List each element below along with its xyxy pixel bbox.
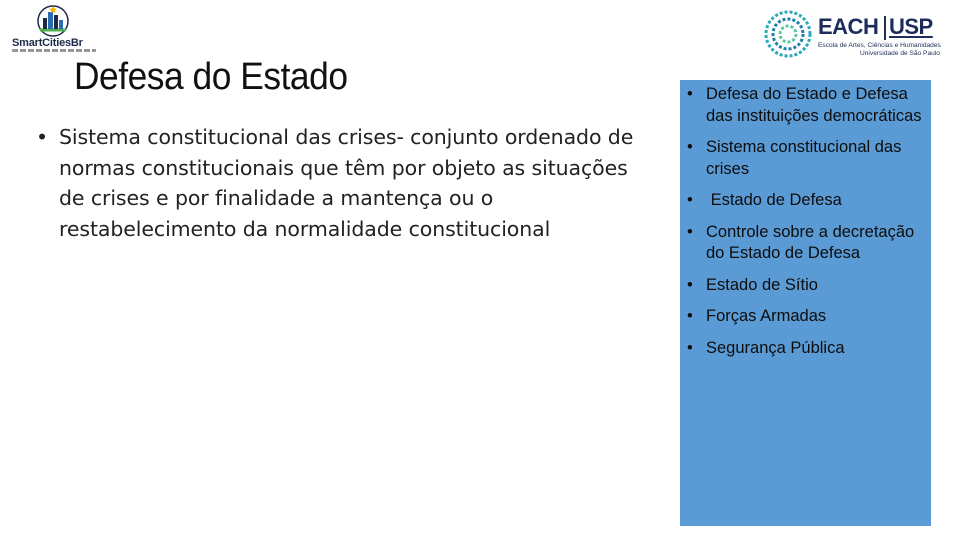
- topic-item: • Defesa do Estado e Defesa das instituições democráticas: [687, 84, 923, 127]
- each-rosette-icon: [762, 8, 814, 60]
- each-subtitle-line1: Escola de Artes, Ciências e Humanidades: [818, 42, 941, 49]
- logo-wordmark: SmartCitiesBr: [12, 37, 83, 49]
- topic-item: • Segurança Pública: [687, 338, 923, 360]
- logo-divider: [884, 16, 886, 40]
- topics-list: [687, 84, 923, 369]
- logo-tagline: [12, 49, 96, 52]
- topic-item: • Forças Armadas: [687, 306, 923, 328]
- usp-label: USP: [889, 14, 933, 39]
- each-usp-logo: [762, 6, 958, 62]
- each-label: EACH: [818, 14, 879, 39]
- main-bullet: • Sistema constitucional das crises- conjunto ordenado de normas constitucionais que têm por objeto as situações de crises e por finalidade a mantença ou o restabelecimento da normalidade constitucional: [36, 122, 636, 244]
- topic-item: • Sistema constitucional das crises: [687, 137, 923, 180]
- smartcitiesbr-logo: [10, 4, 94, 54]
- topics-sidebar: [680, 80, 931, 526]
- smart-city-skyline-icon: [30, 4, 76, 38]
- main-bullet-list: [36, 122, 636, 244]
- topic-item: • Estado de Sítio: [687, 275, 923, 297]
- topic-item: • Estado de Defesa: [687, 190, 923, 212]
- topic-item: • Controle sobre a decretação do Estado de Defesa: [687, 222, 923, 265]
- each-subtitle-line2: Universidade de São Paulo: [860, 50, 940, 57]
- slide-title: Defesa do Estado: [74, 56, 348, 98]
- each-subtitle: [818, 42, 958, 58]
